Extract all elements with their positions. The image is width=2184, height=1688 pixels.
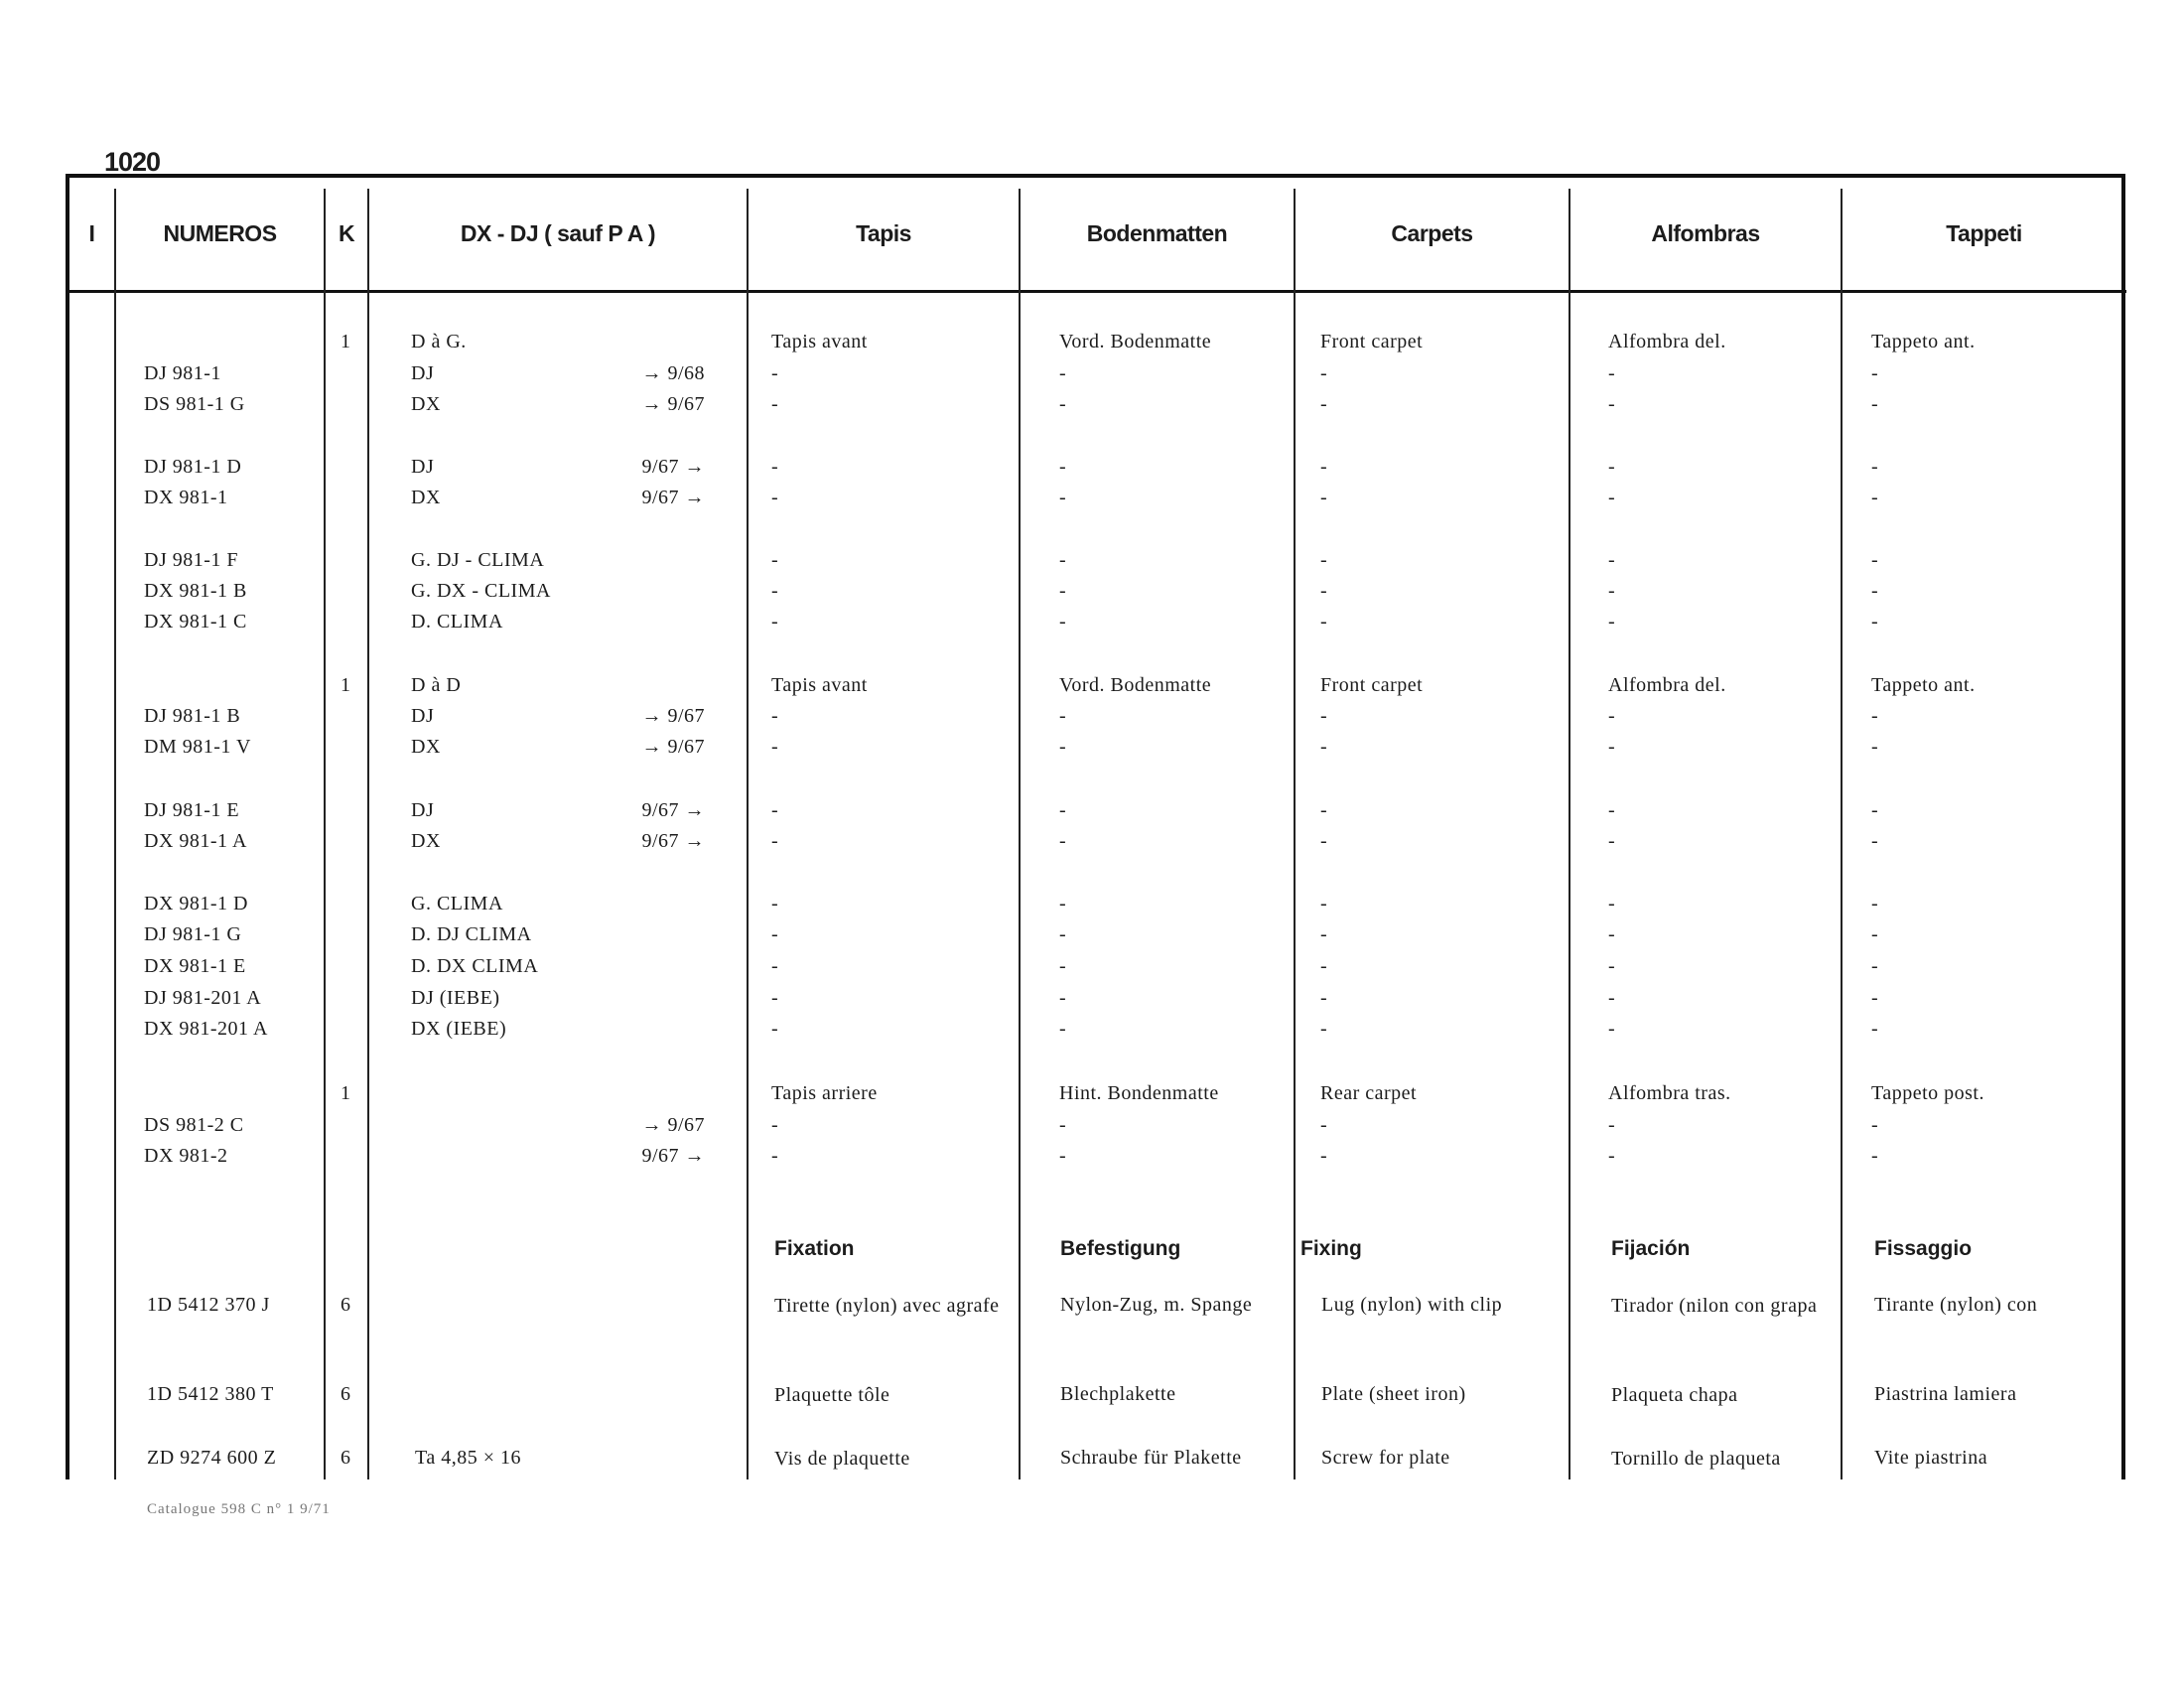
desc-fr: - — [771, 393, 779, 415]
desc-it: - — [1871, 1018, 1879, 1040]
desc-en: - — [1320, 393, 1328, 415]
date-arrow: → 9/67 — [641, 736, 705, 758]
section-fr: Fixation — [774, 1237, 855, 1260]
desc-es: Plaqueta chapa — [1611, 1384, 1738, 1406]
header-rule — [69, 290, 2126, 293]
date-arrow: 9/67 → — [641, 456, 705, 478]
part-number: DJ 981-1 B — [144, 705, 241, 727]
qty-k: 6 — [341, 1383, 351, 1405]
col-divider — [367, 189, 369, 1479]
desc-fr: - — [771, 923, 779, 945]
desc-en: - — [1320, 1018, 1328, 1040]
desc-es: Alfombra del. — [1608, 331, 1726, 352]
qty-k: 1 — [341, 1082, 351, 1104]
desc-it: Piastrina lamiera — [1874, 1383, 2017, 1405]
model-desc: DX — [411, 393, 441, 415]
date-arrow: → 9/67 — [641, 705, 705, 727]
desc-it: - — [1871, 1114, 1879, 1136]
desc-it: - — [1871, 830, 1879, 852]
desc-de: - — [1059, 893, 1067, 914]
model-desc: D. DJ CLIMA — [411, 923, 532, 945]
model-desc: DJ — [411, 362, 435, 384]
desc-de: - — [1059, 705, 1067, 727]
desc-en: - — [1320, 1145, 1328, 1167]
col-divider — [1569, 189, 1570, 1479]
part-number: DJ 981-1 — [144, 362, 221, 384]
desc-it: - — [1871, 487, 1879, 508]
desc-fr: - — [771, 955, 779, 977]
desc-en: Rear carpet — [1320, 1082, 1418, 1104]
header-it: Tappeti — [1946, 219, 2022, 246]
desc-it: - — [1871, 955, 1879, 977]
header-model: DX - DJ ( sauf P A ) — [460, 219, 656, 246]
table-frame — [66, 174, 2125, 1479]
desc-de: Vord. Bodenmatte — [1059, 674, 1212, 696]
qty-k: 1 — [341, 674, 351, 696]
desc-es: - — [1608, 1114, 1616, 1136]
part-number: DX 981-1 D — [144, 893, 248, 914]
desc-fr: - — [771, 1145, 779, 1167]
desc-fr: - — [771, 987, 779, 1009]
model-desc: G. DX - CLIMA — [411, 580, 551, 602]
part-number: DJ 981-1 F — [144, 549, 239, 571]
desc-de: Hint. Bondenmatte — [1059, 1082, 1219, 1104]
desc-fr: - — [771, 893, 779, 914]
desc-de: Schraube für Plakette — [1060, 1447, 1242, 1469]
catalogue-footer: Catalogue 598 C n° 1 9/71 — [147, 1501, 331, 1517]
desc-en: - — [1320, 705, 1328, 727]
desc-fr: Plaquette tôle — [774, 1384, 890, 1406]
desc-en: - — [1320, 923, 1328, 945]
part-number: DS 981-1 G — [144, 393, 245, 415]
desc-es: - — [1608, 705, 1616, 727]
desc-en: - — [1320, 456, 1328, 478]
part-number: DJ 981-201 A — [144, 987, 262, 1009]
desc-de: - — [1059, 362, 1067, 384]
desc-fr: - — [771, 549, 779, 571]
desc-it: - — [1871, 393, 1879, 415]
desc-es: - — [1608, 487, 1616, 508]
date-arrow: 9/67 → — [641, 799, 705, 821]
model-desc: DJ (IEBE) — [411, 987, 500, 1009]
desc-de: Blechplakette — [1060, 1383, 1176, 1405]
model-desc: DX — [411, 487, 441, 508]
desc-de: Vord. Bodenmatte — [1059, 331, 1212, 352]
desc-de: - — [1059, 549, 1067, 571]
desc-fr: Tapis arriere — [771, 1082, 878, 1104]
desc-fr: - — [771, 1114, 779, 1136]
desc-it: - — [1871, 923, 1879, 945]
part-number: DX 981-1 E — [144, 955, 246, 977]
part-number: DM 981-1 V — [144, 736, 251, 758]
desc-de: - — [1059, 736, 1067, 758]
desc-it: - — [1871, 456, 1879, 478]
section-de: Befestigung — [1060, 1237, 1181, 1260]
part-number: DX 981-201 A — [144, 1018, 268, 1040]
model-desc: G. DJ - CLIMA — [411, 549, 545, 571]
desc-es: - — [1608, 923, 1616, 945]
header-i: I — [88, 219, 95, 246]
desc-es: Alfombra tras. — [1608, 1082, 1731, 1104]
desc-de: - — [1059, 580, 1067, 602]
part-number: DX 981-1 C — [144, 611, 247, 633]
date-arrow: → 9/67 — [641, 1114, 705, 1136]
desc-en: - — [1320, 987, 1328, 1009]
desc-es: - — [1608, 799, 1616, 821]
date-arrow: 9/67 → — [641, 487, 705, 508]
desc-es: - — [1608, 456, 1616, 478]
part-number: 1D 5412 380 T — [147, 1383, 274, 1405]
part-number: 1D 5412 370 J — [147, 1294, 270, 1316]
desc-en: - — [1320, 1114, 1328, 1136]
desc-es: - — [1608, 1018, 1616, 1040]
desc-de: - — [1059, 611, 1067, 633]
model-desc: Ta 4,85 × 16 — [415, 1447, 521, 1469]
col-divider — [114, 189, 116, 1479]
header-en: Carpets — [1391, 219, 1473, 246]
part-number: DJ 981-1 E — [144, 799, 240, 821]
desc-en: - — [1320, 611, 1328, 633]
desc-en: - — [1320, 955, 1328, 977]
date-arrow: 9/67 → — [641, 830, 705, 852]
desc-en: - — [1320, 362, 1328, 384]
desc-fr: - — [771, 799, 779, 821]
part-number: ZD 9274 600 Z — [147, 1447, 277, 1469]
desc-de: - — [1059, 923, 1067, 945]
col-divider — [1841, 189, 1843, 1479]
desc-de: - — [1059, 987, 1067, 1009]
desc-it: Tappeto ant. — [1871, 331, 1976, 352]
model-desc: D. CLIMA — [411, 611, 503, 633]
desc-it: - — [1871, 362, 1879, 384]
desc-fr: - — [771, 830, 779, 852]
date-arrow: → 9/67 — [641, 393, 705, 415]
desc-fr: - — [771, 1018, 779, 1040]
desc-es: - — [1608, 893, 1616, 914]
section-en: Fixing — [1300, 1237, 1362, 1260]
header-es: Alfombras — [1651, 219, 1760, 246]
page-number: 1020 — [104, 147, 161, 177]
desc-en: - — [1320, 736, 1328, 758]
desc-fr: - — [771, 362, 779, 384]
desc-de: - — [1059, 955, 1067, 977]
desc-de: - — [1059, 393, 1067, 415]
desc-fr: Tapis avant — [771, 331, 868, 352]
header-k: K — [338, 219, 355, 246]
desc-en: - — [1320, 830, 1328, 852]
col-divider — [324, 189, 326, 1479]
desc-de: - — [1059, 1145, 1067, 1167]
desc-en: Front carpet — [1320, 331, 1424, 352]
desc-fr: - — [771, 611, 779, 633]
desc-de: - — [1059, 1114, 1067, 1136]
desc-fr: - — [771, 580, 779, 602]
desc-it: - — [1871, 611, 1879, 633]
desc-en: Plate (sheet iron) — [1321, 1383, 1466, 1405]
model-desc: DX — [411, 830, 441, 852]
part-number: DJ 981-1 G — [144, 923, 242, 945]
desc-en: Front carpet — [1320, 674, 1424, 696]
desc-es: - — [1608, 736, 1616, 758]
desc-fr: Tirette (nylon) avec agrafe — [774, 1295, 1000, 1317]
header-numeros: NUMEROS — [163, 219, 277, 246]
desc-de: - — [1059, 1018, 1067, 1040]
desc-es: - — [1608, 362, 1616, 384]
part-number: DX 981-1 A — [144, 830, 247, 852]
desc-it: Tappeto post. — [1871, 1082, 1984, 1104]
col-divider — [1294, 189, 1296, 1479]
date-arrow: 9/67 → — [641, 1145, 705, 1167]
desc-fr: - — [771, 705, 779, 727]
date-arrow: → 9/68 — [641, 362, 705, 384]
model-desc: DX — [411, 736, 441, 758]
desc-it: - — [1871, 580, 1879, 602]
desc-it: Tirante (nylon) con — [1874, 1294, 2038, 1316]
desc-de: - — [1059, 830, 1067, 852]
desc-es: Tornillo de plaqueta — [1611, 1448, 1781, 1470]
desc-es: - — [1608, 393, 1616, 415]
model-desc: G. CLIMA — [411, 893, 503, 914]
desc-es: - — [1608, 549, 1616, 571]
desc-es: - — [1608, 987, 1616, 1009]
desc-it: - — [1871, 705, 1879, 727]
desc-fr: - — [771, 456, 779, 478]
desc-de: - — [1059, 487, 1067, 508]
desc-es: Tirador (nilon con grapa — [1611, 1295, 1818, 1317]
desc-es: - — [1608, 830, 1616, 852]
model-desc: DJ — [411, 799, 435, 821]
qty-k: 6 — [341, 1294, 351, 1316]
desc-es: - — [1608, 580, 1616, 602]
desc-en: Screw for plate — [1321, 1447, 1450, 1469]
desc-en: - — [1320, 799, 1328, 821]
header-fr: Tapis — [856, 219, 911, 246]
desc-es: - — [1608, 1145, 1616, 1167]
desc-es: - — [1608, 611, 1616, 633]
desc-it: - — [1871, 799, 1879, 821]
desc-en: - — [1320, 549, 1328, 571]
qty-k: 6 — [341, 1447, 351, 1469]
model-desc: D à G. — [411, 331, 467, 352]
col-divider — [747, 189, 749, 1479]
desc-it: - — [1871, 1145, 1879, 1167]
desc-it: Vite piastrina — [1874, 1447, 1988, 1469]
model-desc: D. DX CLIMA — [411, 955, 539, 977]
section-es: Fijación — [1611, 1237, 1691, 1260]
desc-de: Nylon-Zug, m. Spange — [1060, 1294, 1253, 1316]
desc-en: - — [1320, 893, 1328, 914]
desc-it: - — [1871, 736, 1879, 758]
model-desc: DX (IEBE) — [411, 1018, 507, 1040]
desc-fr: Tapis avant — [771, 674, 868, 696]
desc-fr: Vis de plaquette — [774, 1448, 910, 1470]
col-divider — [1019, 189, 1021, 1479]
desc-de: - — [1059, 456, 1067, 478]
desc-en: - — [1320, 487, 1328, 508]
model-desc: DJ — [411, 456, 435, 478]
model-desc: DJ — [411, 705, 435, 727]
part-number: DX 981-1 — [144, 487, 228, 508]
qty-k: 1 — [341, 331, 351, 352]
desc-fr: - — [771, 487, 779, 508]
desc-es: - — [1608, 955, 1616, 977]
desc-en: Lug (nylon) with clip — [1321, 1294, 1503, 1316]
desc-it: - — [1871, 987, 1879, 1009]
desc-it: - — [1871, 893, 1879, 914]
desc-en: - — [1320, 580, 1328, 602]
desc-fr: - — [771, 736, 779, 758]
desc-es: Alfombra del. — [1608, 674, 1726, 696]
part-number: DX 981-1 B — [144, 580, 247, 602]
model-desc: D à D — [411, 674, 462, 696]
header-de: Bodenmatten — [1086, 219, 1228, 246]
part-number: DX 981-2 — [144, 1145, 228, 1167]
part-number: DJ 981-1 D — [144, 456, 242, 478]
desc-it: Tappeto ant. — [1871, 674, 1976, 696]
section-it: Fissaggio — [1874, 1237, 1973, 1260]
desc-de: - — [1059, 799, 1067, 821]
part-number: DS 981-2 C — [144, 1114, 244, 1136]
desc-it: - — [1871, 549, 1879, 571]
